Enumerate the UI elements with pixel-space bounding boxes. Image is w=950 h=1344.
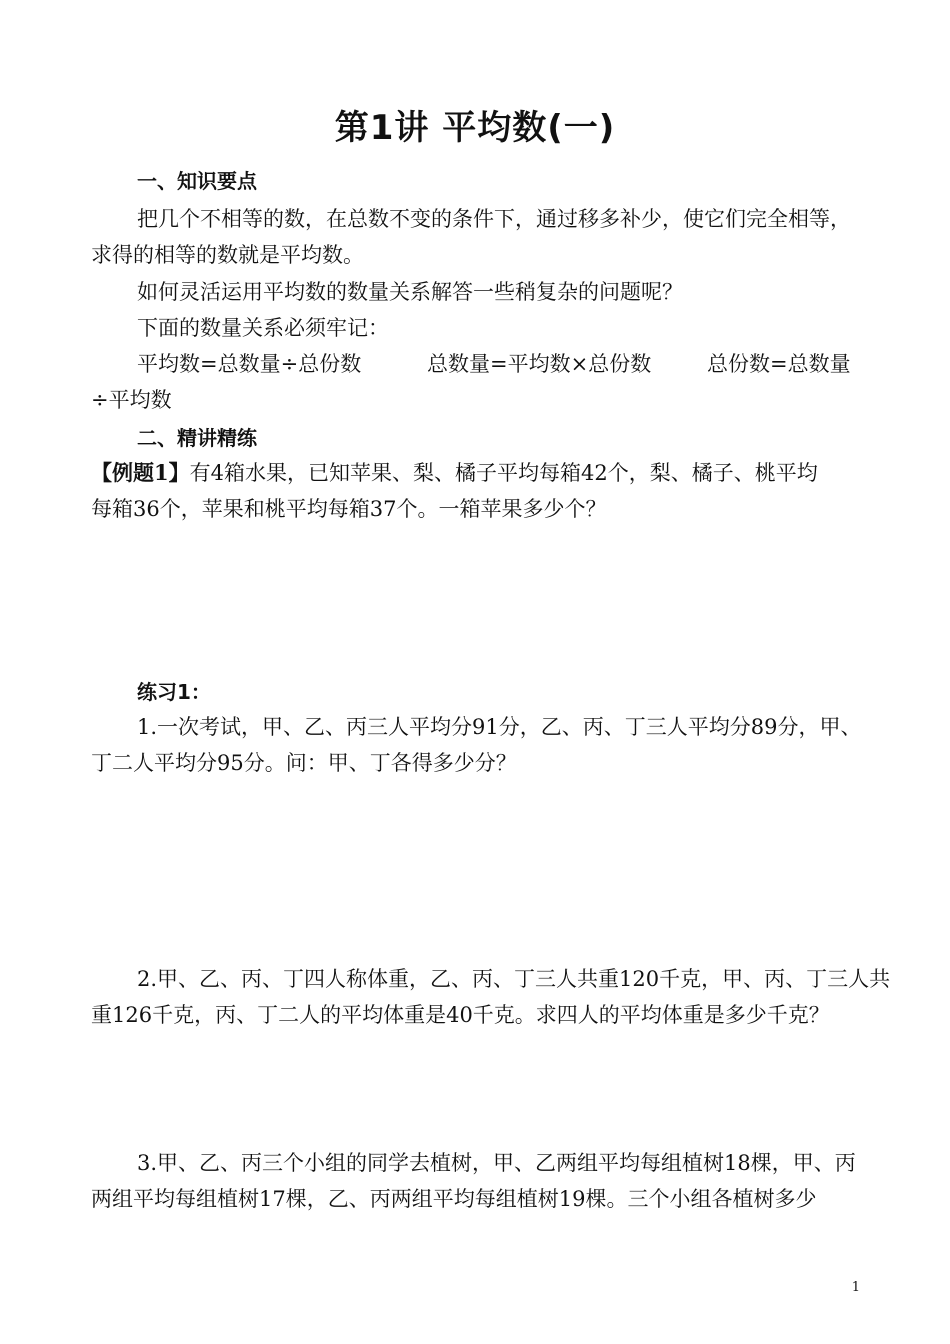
example-1-line2: 每箱36个，苹果和桃平均每箱37个。一箱苹果多少个？ xyxy=(91,497,607,521)
practice-question-2-line1: 2.甲、乙、丙、丁四人称体重，乙、丙、丁三人共重120千克，甲、丙、丁三人共 xyxy=(137,967,891,991)
formula-count-continuation: ÷平均数 xyxy=(91,388,172,412)
formula-total: 总数量=平均数×总份数 xyxy=(427,352,652,376)
practice-question-2-line2: 重126千克，丙、丁二人的平均体重是40千克。求四人的平均体重是多少千克？ xyxy=(91,1003,830,1027)
example-text: 有4箱水果，已知苹果、梨、橘子平均每箱42个，梨、橘子、桃平均 xyxy=(189,461,818,485)
paragraph-remember: 下面的数量关系必须牢记： xyxy=(137,316,389,340)
formula-row xyxy=(137,349,851,379)
practice-question-1-line2: 丁二人平均分95分。问：甲、丁各得多少分？ xyxy=(91,751,517,775)
paragraph-definition-line1: 把几个不相等的数，在总数不变的条件下，通过移多补少，使它们完全相等， xyxy=(137,207,851,231)
section-heading-practice: 二、精讲精练 xyxy=(137,426,257,450)
paragraph-definition-line2: 求得的相等的数就是平均数。 xyxy=(91,243,364,267)
practice-question-3-line1: 3.甲、乙、丙三个小组的同学去植树，甲、乙两组平均每组植树18棵，甲、丙 xyxy=(137,1151,856,1175)
formula-average: 平均数=总数量÷总份数 xyxy=(137,352,362,376)
page-number: 1 xyxy=(851,1280,860,1295)
practice-question-3-line2: 两组平均每组植树17棵，乙、丙两组平均每组植树19棵。三个小组各植树多少 xyxy=(91,1187,817,1211)
paragraph-question: 如何灵活运用平均数的数量关系解答一些稍复杂的问题呢？ xyxy=(137,280,683,304)
page-title: 第1讲 平均数(一) xyxy=(334,108,616,148)
practice-question-1-line1: 1.一次考试，甲、乙、丙三人平均分91分，乙、丙、丁三人平均分89分，甲、 xyxy=(137,715,862,739)
formula-count: 总份数=总数量 xyxy=(707,352,851,376)
example-label: 【例题1】 xyxy=(91,460,190,485)
section-heading-knowledge: 一、知识要点 xyxy=(137,169,257,193)
example-1-line1 xyxy=(91,458,818,488)
practice-heading: 练习1： xyxy=(137,680,211,704)
